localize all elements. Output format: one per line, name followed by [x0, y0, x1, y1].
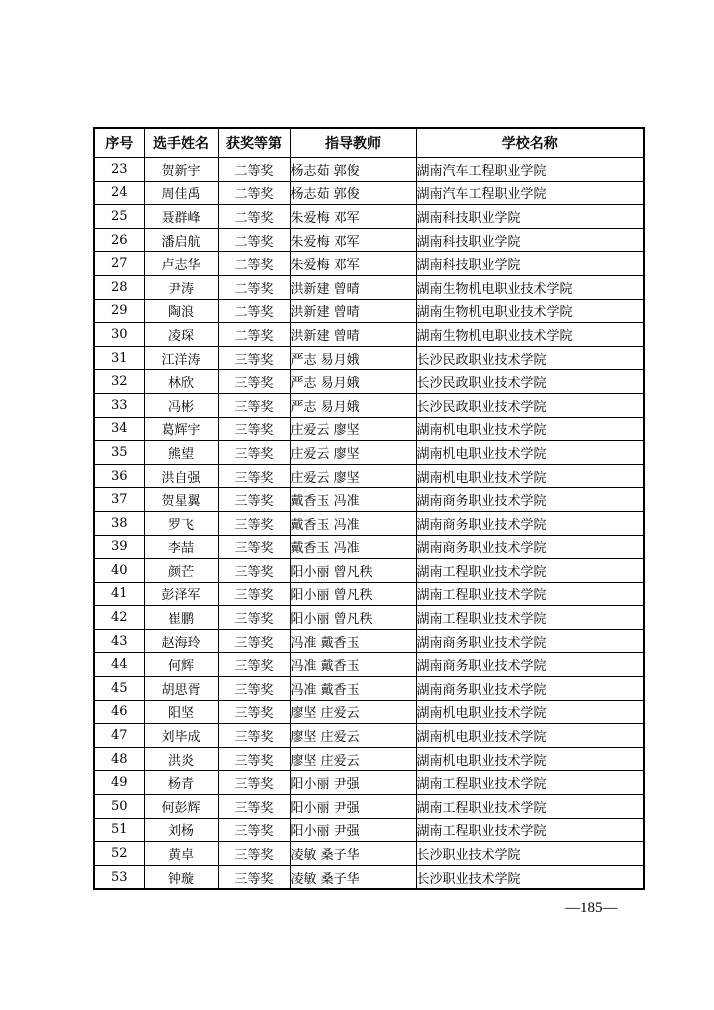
contestant-name-cell: 刘毕成 — [144, 724, 218, 748]
school-name-cell: 湖南工程职业技术学院 — [416, 606, 644, 630]
table-row — [94, 606, 644, 630]
table-row — [94, 771, 644, 795]
instructor-cell: 阳小丽 曾凡秩 — [290, 582, 416, 606]
contestant-name-cell: 冯彬 — [144, 393, 218, 417]
school-name-cell: 湖南机电职业技术学院 — [416, 747, 644, 771]
award-level-cell: 二等奖 — [218, 252, 290, 276]
instructor-cell: 庄爱云 廖坚 — [290, 464, 416, 488]
school-name-cell: 长沙职业技术学院 — [416, 865, 644, 889]
table-row — [94, 299, 644, 323]
award-level-cell: 三等奖 — [218, 724, 290, 748]
contestant-name-cell: 钟璇 — [144, 865, 218, 889]
instructor-cell: 阳小丽 曾凡秩 — [290, 606, 416, 630]
row-index-cell: 32 — [94, 370, 144, 394]
school-name-cell: 湖南工程职业技术学院 — [416, 559, 644, 583]
school-name-cell: 湖南商务职业技术学院 — [416, 629, 644, 653]
contestant-name-cell: 聂群峰 — [144, 205, 218, 229]
row-index-cell: 39 — [94, 535, 144, 559]
table-row — [94, 700, 644, 724]
row-index-cell: 25 — [94, 205, 144, 229]
table-row — [94, 205, 644, 229]
row-index-cell: 35 — [94, 441, 144, 465]
school-name-cell: 湖南机电职业技术学院 — [416, 441, 644, 465]
award-level-cell: 三等奖 — [218, 511, 290, 535]
school-name-cell: 湖南机电职业技术学院 — [416, 464, 644, 488]
contestant-name-cell: 刘杨 — [144, 818, 218, 842]
instructor-cell: 洪新建 曾晴 — [290, 299, 416, 323]
instructor-cell: 严志 易月娥 — [290, 370, 416, 394]
instructor-cell: 庄爱云 廖坚 — [290, 441, 416, 465]
contestant-name-cell: 洪炎 — [144, 747, 218, 771]
table-row — [94, 818, 644, 842]
table-row — [94, 511, 644, 535]
school-name-cell: 湖南科技职业学院 — [416, 205, 644, 229]
contestant-name-cell: 贺新宇 — [144, 158, 218, 182]
row-index-cell: 28 — [94, 275, 144, 299]
table-row — [94, 629, 644, 653]
instructor-cell: 洪新建 曾晴 — [290, 323, 416, 347]
award-level-cell: 三等奖 — [218, 865, 290, 889]
table-row — [94, 488, 644, 512]
table-row — [94, 393, 644, 417]
instructor-cell: 杨志茹 郭俊 — [290, 181, 416, 205]
contestant-name-cell: 陶浪 — [144, 299, 218, 323]
header-instructor: 指导教师 — [290, 128, 416, 158]
table-row — [94, 724, 644, 748]
table-header-row — [94, 128, 644, 158]
award-level-cell: 三等奖 — [218, 441, 290, 465]
contestant-name-cell: 崔鹏 — [144, 606, 218, 630]
table-row — [94, 346, 644, 370]
row-index-cell: 43 — [94, 629, 144, 653]
award-level-cell: 二等奖 — [218, 158, 290, 182]
instructor-cell: 凌敏 桑子华 — [290, 842, 416, 866]
table-row — [94, 158, 644, 182]
row-index-cell: 27 — [94, 252, 144, 276]
award-level-cell: 三等奖 — [218, 393, 290, 417]
row-index-cell: 33 — [94, 393, 144, 417]
instructor-cell: 庄爱云 廖坚 — [290, 417, 416, 441]
school-name-cell: 长沙民政职业技术学院 — [416, 370, 644, 394]
contestant-name-cell: 尹涛 — [144, 275, 218, 299]
contestant-name-cell: 颜芒 — [144, 559, 218, 583]
award-level-cell: 三等奖 — [218, 582, 290, 606]
award-level-cell: 三等奖 — [218, 842, 290, 866]
table-row — [94, 323, 644, 347]
school-name-cell: 湖南生物机电职业技术学院 — [416, 323, 644, 347]
row-index-cell: 34 — [94, 417, 144, 441]
header-index: 序号 — [94, 128, 144, 158]
school-name-cell: 长沙民政职业技术学院 — [416, 393, 644, 417]
contestant-name-cell: 凌琛 — [144, 323, 218, 347]
instructor-cell: 廖坚 庄爱云 — [290, 700, 416, 724]
table-row — [94, 865, 644, 889]
instructor-cell: 严志 易月娥 — [290, 346, 416, 370]
table-row — [94, 228, 644, 252]
row-index-cell: 24 — [94, 181, 144, 205]
award-level-cell: 三等奖 — [218, 370, 290, 394]
row-index-cell: 29 — [94, 299, 144, 323]
table-row — [94, 653, 644, 677]
table-row — [94, 441, 644, 465]
school-name-cell: 湖南科技职业学院 — [416, 228, 644, 252]
row-index-cell: 49 — [94, 771, 144, 795]
row-index-cell: 31 — [94, 346, 144, 370]
award-level-cell: 三等奖 — [218, 795, 290, 819]
contestant-name-cell: 江洋涛 — [144, 346, 218, 370]
row-index-cell: 46 — [94, 700, 144, 724]
school-name-cell: 湖南生物机电职业技术学院 — [416, 275, 644, 299]
contestant-name-cell: 阳坚 — [144, 700, 218, 724]
award-level-cell: 二等奖 — [218, 275, 290, 299]
instructor-cell: 杨志茹 郭俊 — [290, 158, 416, 182]
table-row — [94, 417, 644, 441]
school-name-cell: 湖南工程职业技术学院 — [416, 818, 644, 842]
award-level-cell: 三等奖 — [218, 559, 290, 583]
table-row — [94, 464, 644, 488]
contestant-name-cell: 李喆 — [144, 535, 218, 559]
instructor-cell: 阳小丽 尹强 — [290, 795, 416, 819]
school-name-cell: 湖南工程职业技术学院 — [416, 582, 644, 606]
table-row — [94, 842, 644, 866]
award-level-cell: 三等奖 — [218, 417, 290, 441]
award-level-cell: 三等奖 — [218, 677, 290, 701]
instructor-cell: 朱爱梅 邓军 — [290, 205, 416, 229]
school-name-cell: 湖南机电职业技术学院 — [416, 724, 644, 748]
table-row — [94, 252, 644, 276]
school-name-cell: 湖南商务职业技术学院 — [416, 488, 644, 512]
instructor-cell: 戴香玉 冯准 — [290, 488, 416, 512]
contestant-name-cell: 罗飞 — [144, 511, 218, 535]
contestant-name-cell: 葛辉宇 — [144, 417, 218, 441]
instructor-cell: 朱爱梅 邓军 — [290, 228, 416, 252]
contestant-name-cell: 赵海玲 — [144, 629, 218, 653]
table-row — [94, 559, 644, 583]
instructor-cell: 戴香玉 冯准 — [290, 535, 416, 559]
row-index-cell: 47 — [94, 724, 144, 748]
table-row — [94, 677, 644, 701]
school-name-cell: 湖南工程职业技术学院 — [416, 771, 644, 795]
table-row — [94, 582, 644, 606]
award-level-cell: 三等奖 — [218, 488, 290, 512]
instructor-cell: 洪新建 曾晴 — [290, 275, 416, 299]
row-index-cell: 53 — [94, 865, 144, 889]
award-level-cell: 二等奖 — [218, 181, 290, 205]
contestant-name-cell: 何彭辉 — [144, 795, 218, 819]
school-name-cell: 长沙民政职业技术学院 — [416, 346, 644, 370]
row-index-cell: 36 — [94, 464, 144, 488]
header-award-level: 获奖等第 — [218, 128, 290, 158]
row-index-cell: 40 — [94, 559, 144, 583]
school-name-cell: 湖南商务职业技术学院 — [416, 653, 644, 677]
table-row — [94, 275, 644, 299]
row-index-cell: 26 — [94, 228, 144, 252]
contestant-name-cell: 黄卓 — [144, 842, 218, 866]
instructor-cell: 冯准 戴香玉 — [290, 629, 416, 653]
school-name-cell: 湖南商务职业技术学院 — [416, 511, 644, 535]
instructor-cell: 阳小丽 尹强 — [290, 818, 416, 842]
instructor-cell: 阳小丽 尹强 — [290, 771, 416, 795]
award-level-cell: 二等奖 — [218, 323, 290, 347]
row-index-cell: 52 — [94, 842, 144, 866]
row-index-cell: 44 — [94, 653, 144, 677]
award-level-cell: 三等奖 — [218, 606, 290, 630]
contestant-name-cell: 周佳禹 — [144, 181, 218, 205]
table-row — [94, 370, 644, 394]
row-index-cell: 45 — [94, 677, 144, 701]
award-level-cell: 三等奖 — [218, 629, 290, 653]
instructor-cell: 戴香玉 冯准 — [290, 511, 416, 535]
row-index-cell: 48 — [94, 747, 144, 771]
header-school-name: 学校名称 — [416, 128, 644, 158]
table-row — [94, 795, 644, 819]
instructor-cell: 朱爱梅 邓军 — [290, 252, 416, 276]
contestant-name-cell: 卢志华 — [144, 252, 218, 276]
header-contestant-name: 选手姓名 — [144, 128, 218, 158]
award-level-cell: 三等奖 — [218, 535, 290, 559]
contestant-name-cell: 胡思胥 — [144, 677, 218, 701]
school-name-cell: 湖南工程职业技术学院 — [416, 795, 644, 819]
page-number: —185— — [565, 900, 618, 916]
instructor-cell: 廖坚 庄爱云 — [290, 747, 416, 771]
contestant-name-cell: 杨青 — [144, 771, 218, 795]
award-level-cell: 二等奖 — [218, 205, 290, 229]
contestant-name-cell: 贺星翼 — [144, 488, 218, 512]
row-index-cell: 41 — [94, 582, 144, 606]
award-level-cell: 三等奖 — [218, 653, 290, 677]
table-row — [94, 535, 644, 559]
contestant-name-cell: 何辉 — [144, 653, 218, 677]
award-level-cell: 三等奖 — [218, 700, 290, 724]
table-row — [94, 181, 644, 205]
contestant-name-cell: 熊望 — [144, 441, 218, 465]
row-index-cell: 42 — [94, 606, 144, 630]
contestant-name-cell: 洪自强 — [144, 464, 218, 488]
award-level-cell: 二等奖 — [218, 299, 290, 323]
award-level-cell: 三等奖 — [218, 464, 290, 488]
contestant-name-cell: 林欣 — [144, 370, 218, 394]
school-name-cell: 湖南商务职业技术学院 — [416, 677, 644, 701]
row-index-cell: 23 — [94, 158, 144, 182]
row-index-cell: 51 — [94, 818, 144, 842]
school-name-cell: 湖南生物机电职业技术学院 — [416, 299, 644, 323]
school-name-cell: 湖南机电职业技术学院 — [416, 700, 644, 724]
instructor-cell: 冯准 戴香玉 — [290, 653, 416, 677]
award-level-cell: 三等奖 — [218, 747, 290, 771]
instructor-cell: 廖坚 庄爱云 — [290, 724, 416, 748]
table-row — [94, 747, 644, 771]
award-level-cell: 三等奖 — [218, 346, 290, 370]
row-index-cell: 38 — [94, 511, 144, 535]
school-name-cell: 湖南商务职业技术学院 — [416, 535, 644, 559]
contestant-name-cell: 彭泽军 — [144, 582, 218, 606]
school-name-cell: 湖南机电职业技术学院 — [416, 417, 644, 441]
school-name-cell: 湖南科技职业学院 — [416, 252, 644, 276]
instructor-cell: 凌敏 桑子华 — [290, 865, 416, 889]
instructor-cell: 严志 易月娥 — [290, 393, 416, 417]
instructor-cell: 阳小丽 曾凡秩 — [290, 559, 416, 583]
award-level-cell: 三等奖 — [218, 818, 290, 842]
school-name-cell: 湖南汽车工程职业学院 — [416, 181, 644, 205]
contestant-name-cell: 潘启航 — [144, 228, 218, 252]
row-index-cell: 30 — [94, 323, 144, 347]
award-level-cell: 二等奖 — [218, 228, 290, 252]
row-index-cell: 50 — [94, 795, 144, 819]
row-index-cell: 37 — [94, 488, 144, 512]
award-level-cell: 三等奖 — [218, 771, 290, 795]
instructor-cell: 冯准 戴香玉 — [290, 677, 416, 701]
award-table — [93, 127, 645, 890]
school-name-cell: 长沙职业技术学院 — [416, 842, 644, 866]
school-name-cell: 湖南汽车工程职业学院 — [416, 158, 644, 182]
